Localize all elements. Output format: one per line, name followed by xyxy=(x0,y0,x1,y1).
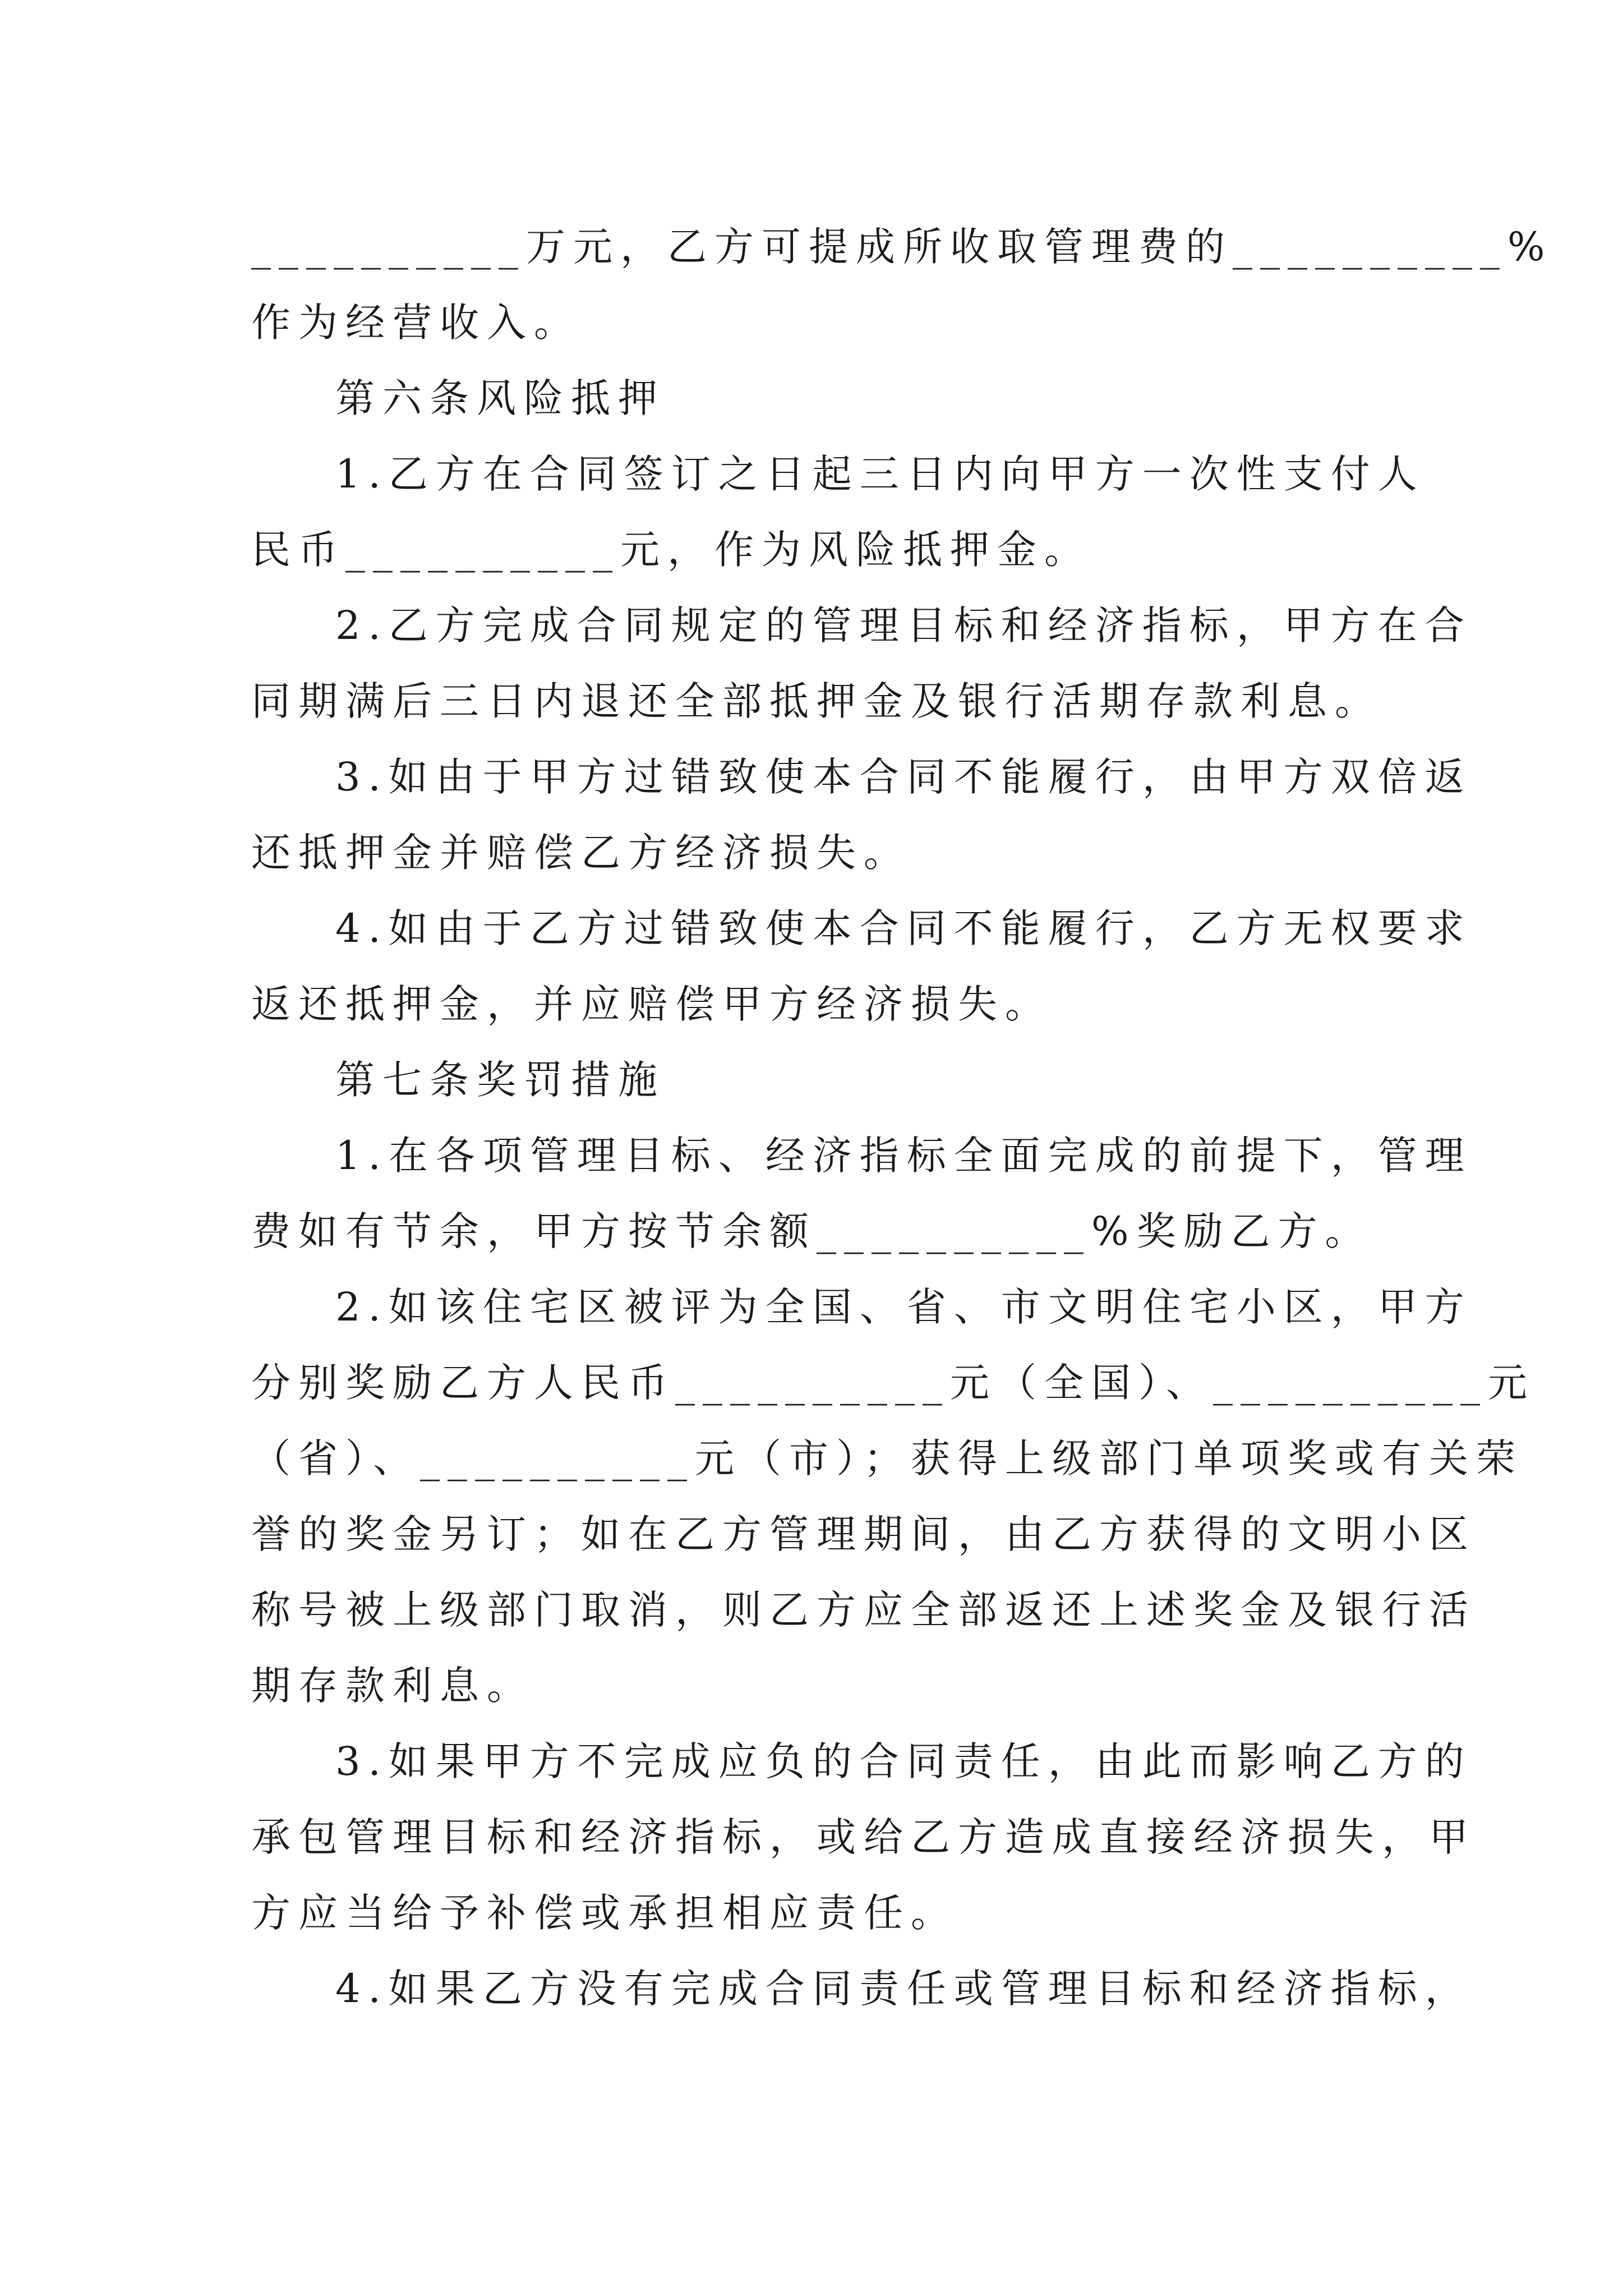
text-line: 称号被上级部门取消，则乙方应全部返还上述奖金及银行活 xyxy=(251,1587,1476,1633)
text-line: 分别奖励乙方人民币__________元（全国）、__________元 xyxy=(251,1360,1535,1406)
section-heading: 第六条风险抵押 xyxy=(335,375,665,421)
text-line: 2.如该住宅区被评为全国、省、市文明住宅小区，甲方 xyxy=(335,1284,1472,1330)
text-line: 1.乙方在合同签订之日起三日内向甲方一次性支付人 xyxy=(335,451,1425,497)
text-line: 4.如果乙方没有完成合同责任或管理目标和经济指标， xyxy=(335,1966,1472,2012)
text-line: __________万元，乙方可提成所收取管理费的__________% xyxy=(251,224,1553,270)
text-line: 返还抵押金，并应赔偿甲方经济损失。 xyxy=(251,981,1052,1027)
text-line: （省）、__________元（市）；获得上级部门单项奖或有关荣 xyxy=(251,1435,1523,1481)
text-line: 民币__________元，作为风险抵押金。 xyxy=(251,527,1091,573)
text-line: 方应当给予补偿或承担相应责任。 xyxy=(251,1890,958,1936)
text-line: 承包管理目标和经济指标，或给乙方造成直接经济损失，甲 xyxy=(251,1814,1476,1860)
text-line: 还抵押金并赔偿乙方经济损失。 xyxy=(251,830,911,876)
text-line: 同期满后三日内退还全部抵押金及银行活期存款利息。 xyxy=(251,678,1382,724)
text-line: 期存款利息。 xyxy=(251,1663,534,1709)
section-heading: 第七条奖罚措施 xyxy=(335,1057,665,1103)
text-line: 1.在各项管理目标、经济指标全面完成的前提下，管理 xyxy=(335,1133,1472,1179)
text-line: 4.如由于乙方过错致使本合同不能履行，乙方无权要求 xyxy=(335,905,1472,951)
text-line: 费如有节余，甲方按节余额__________%奖励乙方。 xyxy=(251,1208,1372,1254)
text-line: 3.如果甲方不完成应负的合同责任，由此而影响乙方的 xyxy=(335,1738,1472,1784)
text-line: 3.如由于甲方过错致使本合同不能履行，由甲方双倍返 xyxy=(335,754,1472,800)
text-line: 2.乙方完成合同规定的管理目标和经济指标，甲方在合 xyxy=(335,602,1472,648)
text-line: 作为经营收入。 xyxy=(251,300,581,346)
text-line: 誉的奖金另订；如在乙方管理期间，由乙方获得的文明小区 xyxy=(251,1511,1476,1557)
